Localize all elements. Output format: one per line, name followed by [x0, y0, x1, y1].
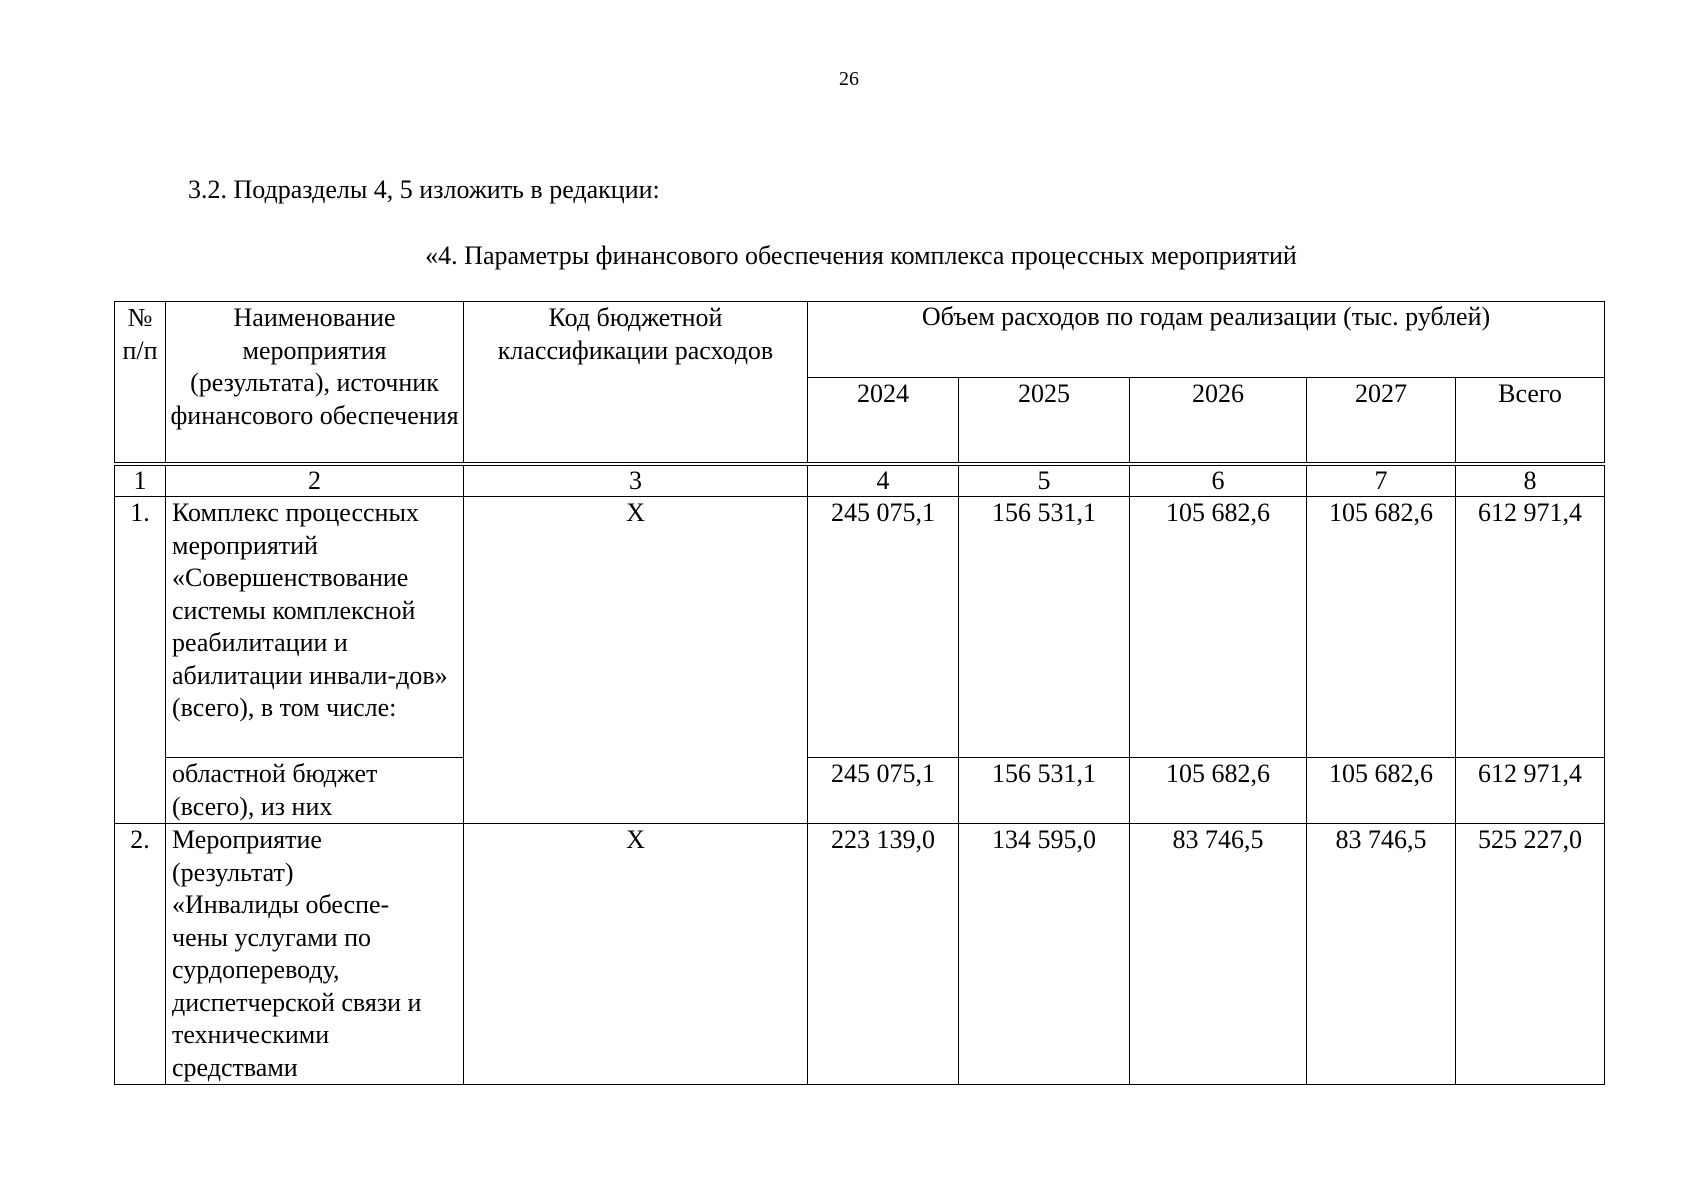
header-year-2025: 2025 [959, 378, 1130, 464]
header-row-1 [115, 302, 1605, 378]
header-num: № п/п [115, 302, 166, 465]
value-2026: 105 682,6 [1130, 758, 1307, 824]
column-number: 1 [115, 464, 166, 497]
value-total: 525 227,0 [1456, 824, 1605, 1085]
header-year-2024: 2024 [808, 378, 959, 464]
value-2027: 105 682,6 [1307, 758, 1456, 824]
column-number: 4 [808, 464, 959, 497]
value-2026: 83 746,5 [1130, 824, 1307, 1085]
value-2025: 156 531,1 [959, 497, 1130, 758]
section-title: «4. Параметры финансового обеспечения комплекса процессных мероприятий [425, 241, 1297, 270]
table-row [115, 497, 1605, 758]
header-year-2027: 2027 [1307, 378, 1456, 464]
value-2025: 156 531,1 [959, 758, 1130, 824]
table-subrow [115, 758, 1605, 824]
value-2024: 245 075,1 [808, 758, 959, 824]
row-number: 1. [115, 497, 166, 824]
row-number: 2. [115, 824, 166, 1085]
column-number: 5 [959, 464, 1130, 497]
column-numbers-row [115, 464, 1605, 497]
table-row [115, 824, 1605, 1085]
value-2026: 105 682,6 [1130, 497, 1307, 758]
column-number: 8 [1456, 464, 1605, 497]
value-2027: 105 682,6 [1307, 497, 1456, 758]
column-number: 6 [1130, 464, 1307, 497]
value-total: 612 971,4 [1456, 758, 1605, 824]
header-year-2026: 2026 [1130, 378, 1307, 464]
row-name: Мероприятие (результат) «Инвалиды обеспе-чены услугами по сурдопереводу, диспетчерской связи и техническими средствами [166, 824, 464, 1085]
header-volume: Объем расходов по годам реализации (тыс. рублей) [808, 302, 1605, 378]
header-total: Всего [1456, 378, 1605, 464]
row-code: Х [464, 497, 808, 824]
subrow-name: областной бюджет (всего), из них [166, 758, 464, 824]
header-code: Код бюджетной классификации расходов [464, 302, 808, 465]
column-number: 2 [166, 464, 464, 497]
header-name: Наименование мероприятия (результата), источник финансового обеспечения [166, 302, 464, 465]
value-2027: 83 746,5 [1307, 824, 1456, 1085]
value-total: 612 971,4 [1456, 497, 1605, 758]
row-code: Х [464, 824, 808, 1085]
value-2024: 223 139,0 [808, 824, 959, 1085]
column-number: 7 [1307, 464, 1456, 497]
column-number: 3 [464, 464, 808, 497]
financing-table [114, 301, 1605, 1085]
value-2025: 134 595,0 [959, 824, 1130, 1085]
row-name: Комплекс процессных мероприятий «Совершенствование системы комплексной реабилитации и абилитации инвали-дов» (всего), в том числе: [166, 497, 464, 758]
value-2024: 245 075,1 [808, 497, 959, 758]
intro-text: 3.2. Подразделы 4, 5 изложить в редакции: [188, 175, 660, 204]
page-number: 26 [839, 68, 859, 90]
